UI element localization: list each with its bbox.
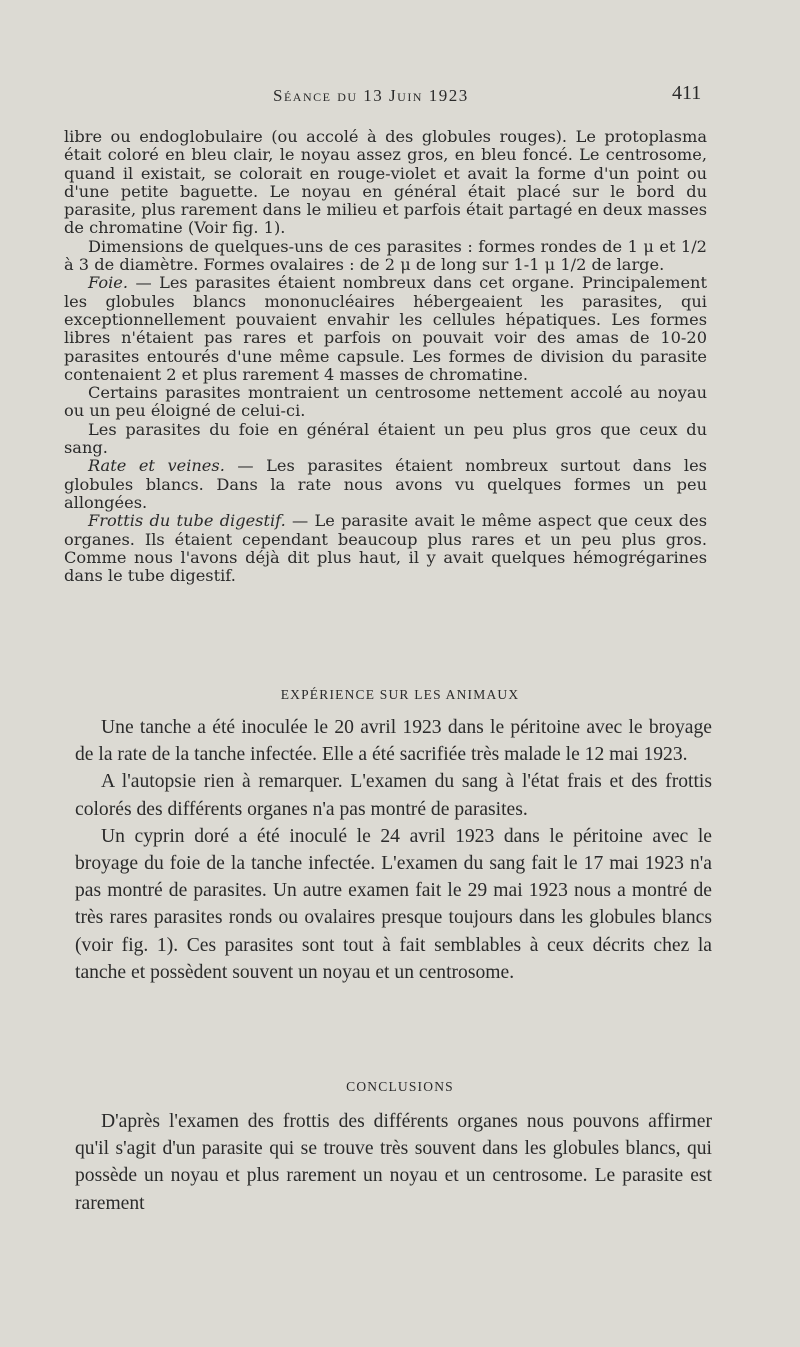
paragraph: Les parasites du foie en général étaient un peu plus gros que ceux du sang.	[64, 419, 707, 458]
paragraph-label: Rate et veines.	[88, 456, 225, 476]
paragraph: libre ou endoglobulaire (ou accolé à des globules rouges). Le protoplasma était coloré en bleu clair, le noyau assez gros, en bleu foncé. Le centrosome, quand il existait, se colorait en rouge-violet et avait la forme d'un point ou d'une petite baguette. Le noyau en général était placé sur le bord du parasite, plus rarement dans le milieu et parfois était partagé en deux masses de chromatine (Voir fig. 1).	[64, 127, 707, 238]
paragraph: D'après l'examen des frottis des différents organes nous pouvons affirmer qu'il s'agit d'un parasite qui se trouve très souvent dans les globules blancs, qui possède un noyau et plus rarement un noyau et un centrosome. Le parasite est rarement	[75, 1111, 712, 1214]
paragraph: Certains parasites montraient un centrosome nettement accolé au noyau ou un peu éloigné de celui-ci.	[64, 383, 707, 421]
observations-section	[64, 128, 707, 585]
paragraph: Une tanche a été inoculée le 20 avril 1923 dans le péritoine avec le broyage de la rate de la tanche infectée. Elle a été sacrifiée très malade le 12 mai 1923.	[75, 717, 712, 766]
page-header	[0, 78, 800, 108]
paragraph	[64, 274, 707, 384]
paragraph	[64, 512, 707, 585]
paragraph-label: Frottis du tube digestif.	[88, 511, 286, 531]
page-number: 411	[672, 82, 702, 104]
running-head: Séance du 13 Juin 1923	[273, 86, 469, 105]
paragraph-text: — Les parasites étaient nombreux dans cet organe. Principalement les globules blancs mononucléaires hébergeaient les parasites, qui exceptionnellement pouvaient envahir les cellules hépatiques. Les formes libres n'étaient pas rares et parfois on pouvait voir des amas de 10-20 parasites entourés d'une même capsule. Les formes de division du parasite contenaient 2 et plus rarement 4 masses de chromatine.	[64, 273, 707, 384]
paragraph-text: — Le parasite avait le même aspect que ceux des organes. Ils étaient cependant beaucoup plus rares et un peu plus gros. Comme nous l'avons déjà dit plus haut, il y avait quelques hémogrégarines dans le tube digestif.	[64, 511, 707, 586]
paragraph	[64, 457, 707, 512]
conclusions-section	[75, 1108, 712, 1217]
paragraph: Un cyprin doré a été inoculé le 24 avril 1923 dans le péritoine avec le broyage du foie de la tanche infectée. L'examen du sang fait le 17 mai 1923 n'a pas montré de parasites. Un autre examen fait le 29 mai 1923 nous a montré de très rares parasites ronds ou ovalaires presque toujours dans les globules blancs (voir fig. 1). Ces parasites sont tout à fait semblables à ceux décrits chez la tanche et possèdent souvent un noyau et un centrosome.	[75, 825, 712, 983]
experience-section	[75, 714, 712, 986]
paragraph-text: — Les parasites étaient nombreux surtout dans les globules blancs. Dans la rate nous avons vu quelques formes un peu allongées.	[64, 456, 707, 512]
paragraph: Dimensions de quelques-uns de ces parasites : formes rondes de 1 μ et 1/2 à 3 de diamètre. Formes ovalaires : de 2 μ de long sur 1-1 μ 1/2 de large.	[64, 236, 707, 275]
section-heading-experience: EXPÉRIENCE SUR LES ANIMAUX	[280, 687, 520, 702]
section-heading-conclusions: CONCLUSIONS	[346, 1079, 454, 1094]
paragraph: A l'autopsie rien à remarquer. L'examen du sang à l'état frais et des frottis colorés des différents organes n'a pas montré de parasites.	[75, 771, 712, 820]
paragraph-label: Foie.	[88, 273, 128, 293]
